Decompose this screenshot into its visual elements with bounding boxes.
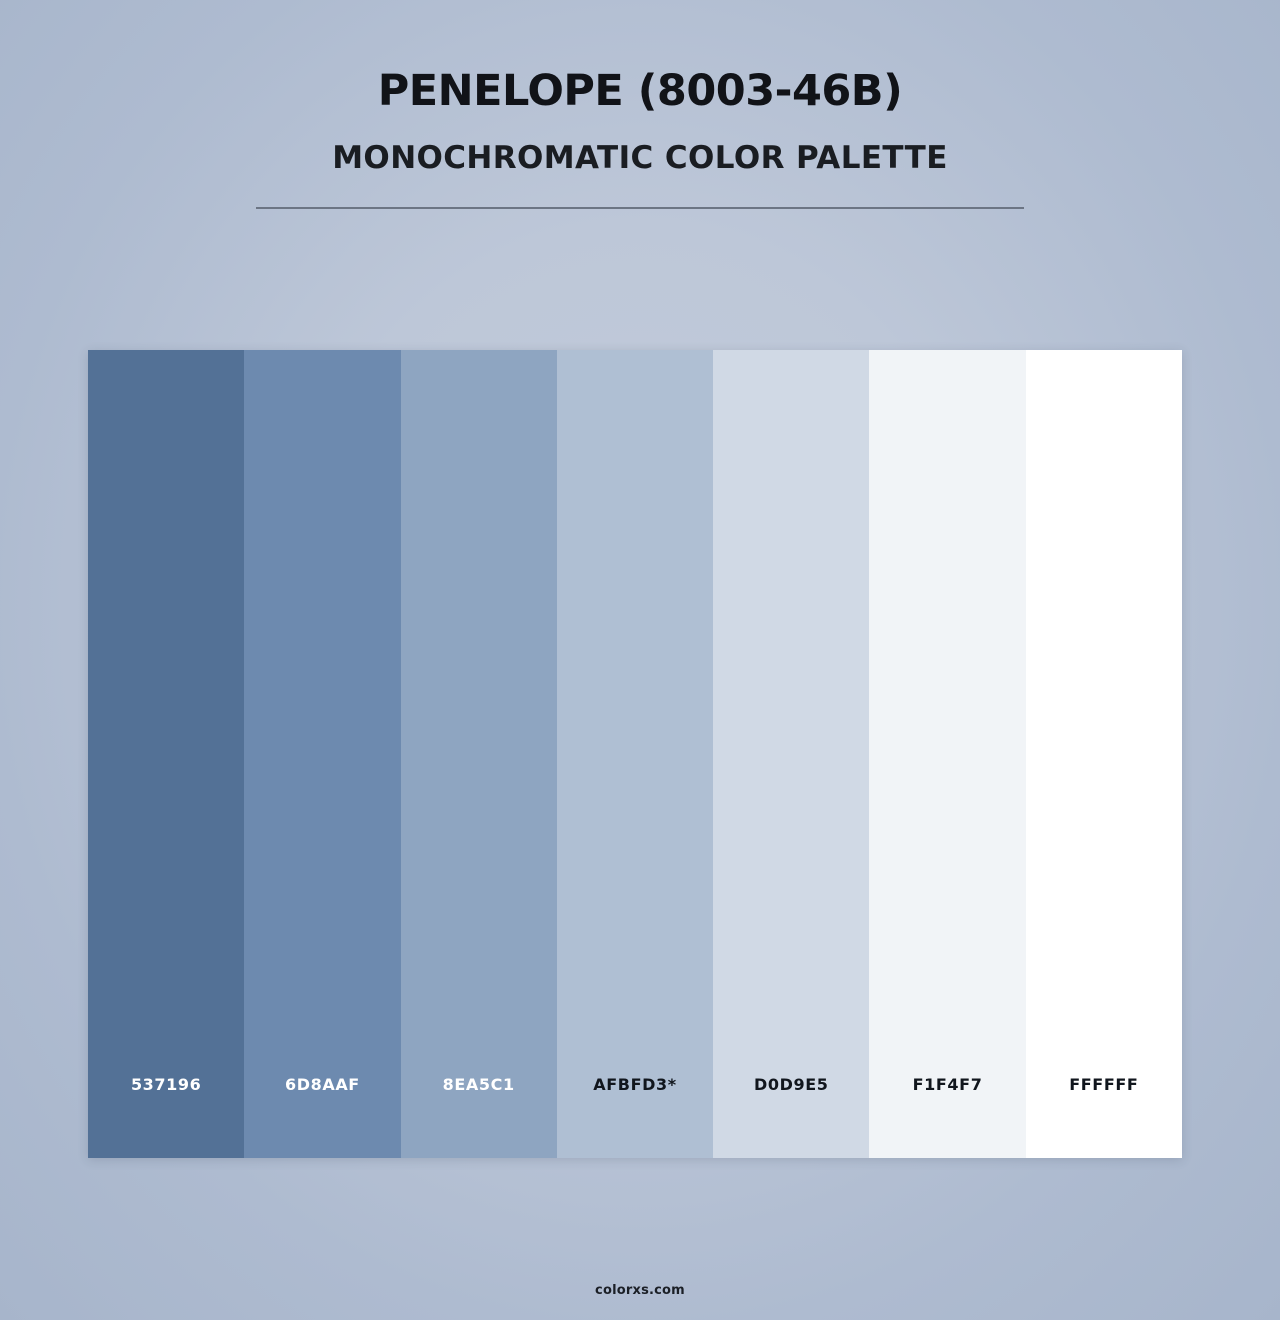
color-swatch[interactable]: [557, 350, 713, 1158]
swatch-color-block: [88, 350, 244, 1010]
color-palette: [88, 350, 1182, 1158]
swatch-hex-label: D0D9E5: [713, 1010, 869, 1158]
color-swatch[interactable]: [401, 350, 557, 1158]
swatch-color-block: [557, 350, 713, 1010]
swatch-hex-label: 8EA5C1: [401, 1010, 557, 1158]
title-divider: [256, 207, 1024, 209]
swatch-hex-label: F1F4F7: [869, 1010, 1025, 1158]
swatch-hex-label: AFBFD3*: [557, 1010, 713, 1158]
swatch-color-block: [869, 350, 1025, 1010]
swatch-color-block: [244, 350, 400, 1010]
swatch-hex-label: 537196: [88, 1010, 244, 1158]
swatch-color-block: [401, 350, 557, 1010]
site-credit: colorxs.com: [595, 1283, 685, 1298]
color-swatch[interactable]: [869, 350, 1025, 1158]
swatch-hex-label: FFFFFF: [1026, 1010, 1182, 1158]
color-swatch[interactable]: [244, 350, 400, 1158]
color-swatch[interactable]: [1026, 350, 1182, 1158]
swatch-color-block: [1026, 350, 1182, 1010]
swatch-color-block: [713, 350, 869, 1010]
swatch-hex-label: 6D8AAF: [244, 1010, 400, 1158]
page-subtitle: MONOCHROMATIC COLOR PALETTE: [332, 139, 948, 176]
header: [0, 0, 1280, 209]
color-swatch[interactable]: [88, 350, 244, 1158]
page-title: PENELOPE (8003-46B): [377, 66, 903, 116]
color-swatch[interactable]: [713, 350, 869, 1158]
